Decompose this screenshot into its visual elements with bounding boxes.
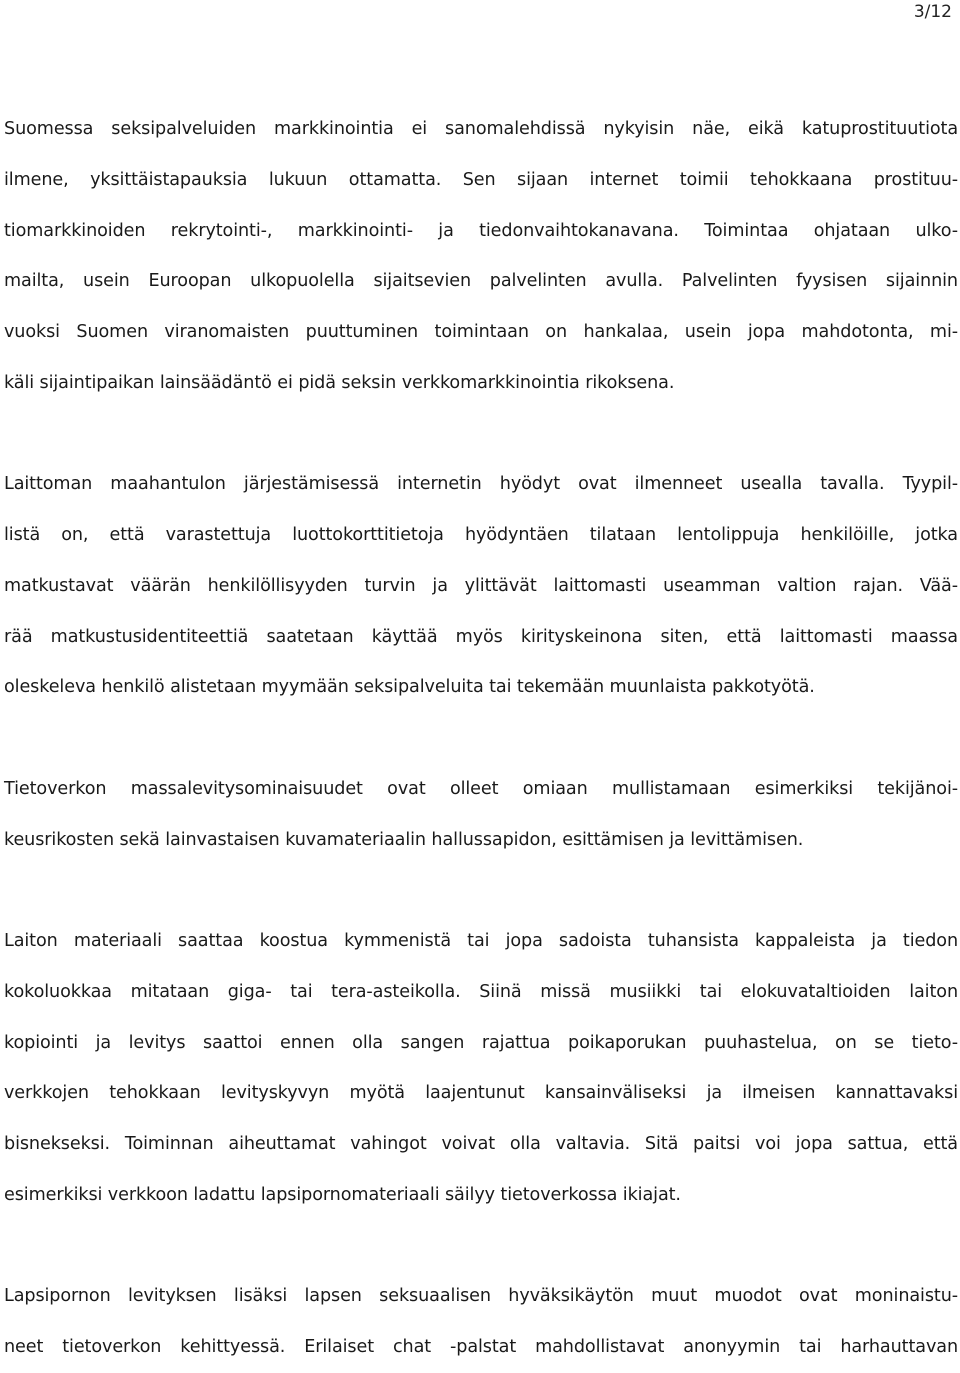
paragraph-illegal-immigration (4, 459, 958, 713)
text-line: rää matkustusidentiteettiä saatetaan käyttää myös kirityskeinona siten, että laittomasti maassa (4, 626, 958, 647)
paragraph-illegal-material (4, 916, 958, 1221)
text-line: neet tietoverkon kehittyessä. Erilaiset chat -palstat mahdollistavat anonyymin tai harhauttavan (4, 1337, 958, 1357)
paragraph-gap (4, 865, 958, 916)
text-line: keusrikosten sekä lainvastaisen kuvamateriaalin hallussapidon, esittämisen ja levittämisen. (4, 829, 804, 850)
text-line: Laittoman maahantulon järjestämisessä internetin hyödyt ovat ilmenneet usealla tavalla. Tyypil- (4, 474, 958, 495)
paragraph-gap (4, 713, 958, 764)
text-line: Laiton materiaali saattaa koostua kymmenistä tai jopa sadoista tuhansista kappaleista ja tiedon (4, 931, 958, 951)
text-line: bisnekseksi. Toiminnan aiheuttamat vahingot voivat olla valtavia. Sitä paitsi voi jopa sattua, että (4, 1134, 958, 1154)
text-line: listä on, että varastettuja luottokorttitietoja hyödyntäen tilataan lentolippuja henkilöille, jotka (4, 525, 958, 545)
paragraph-mass-distribution (4, 764, 958, 866)
page-number: 3/12 (913, 2, 952, 22)
text-line: ilmene, yksittäistapauksia lukuun ottamatta. Sen sijaan internet toimii tehokkaana prostituu- (4, 169, 958, 190)
text-line: tiomarkkinoiden rekrytointi-, markkinointi- ja tiedonvaihtokanavana. Toimintaa ohjataan ulko- (4, 220, 958, 241)
text-line: matkustavat väärän henkilöllisyyden turvin ja ylittävät laittomasti useamman valtion rajan. Vää- (4, 575, 958, 596)
text-line: Suomessa seksipalveluiden markkinointia ei sanomalehdissä nykyisin näe, eikä katuprostituutiota (4, 119, 958, 139)
text-line: verkkojen tehokkaan levityskyvyn myötä laajentunut kansainväliseksi ja ilmeisen kannattavaksi (4, 1083, 958, 1104)
paragraph-gap (4, 409, 958, 460)
document-body (4, 104, 958, 1373)
paragraph-sex-services (4, 104, 958, 409)
text-line: Lapsipornon levityksen lisäksi lapsen seksuaalisen hyväksikäytön muut muodot ovat moninaistu- (4, 1286, 958, 1307)
paragraph-child-exploitation (4, 1271, 958, 1373)
paragraph-gap (4, 1221, 958, 1272)
text-line: käli sijaintipaikan lainsäädäntö ei pidä seksin verkkomarkkinointia rikoksena. (4, 372, 675, 393)
text-line: oleskeleva henkilö alistetaan myymään seksipalveluita tai tekemään muunlaista pakkotyötä. (4, 677, 815, 698)
text-line: mailta, usein Euroopan ulkopuolella sijaitsevien palvelinten avulla. Palvelinten fyysisen sijainnin (4, 271, 958, 292)
text-line: kopiointi ja levitys saattoi ennen olla sangen rajattua poikaporukan puuhastelua, on se tieto- (4, 1032, 958, 1053)
text-line: Tietoverkon massalevitysominaisuudet ovat olleet omiaan mullistamaan esimerkiksi tekijänoi- (4, 778, 958, 799)
text-line: esimerkiksi verkkoon ladattu lapsipornomateriaali säilyy tietoverkossa ikiajat. (4, 1184, 681, 1205)
text-line: kokoluokkaa mitataan giga- tai tera-asteikolla. Siinä missä musiikki tai elokuvataltioiden laiton (4, 981, 958, 1002)
text-line: vuoksi Suomen viranomaisten puuttuminen toimintaan on hankalaa, usein jopa mahdotonta, mi- (4, 322, 958, 342)
